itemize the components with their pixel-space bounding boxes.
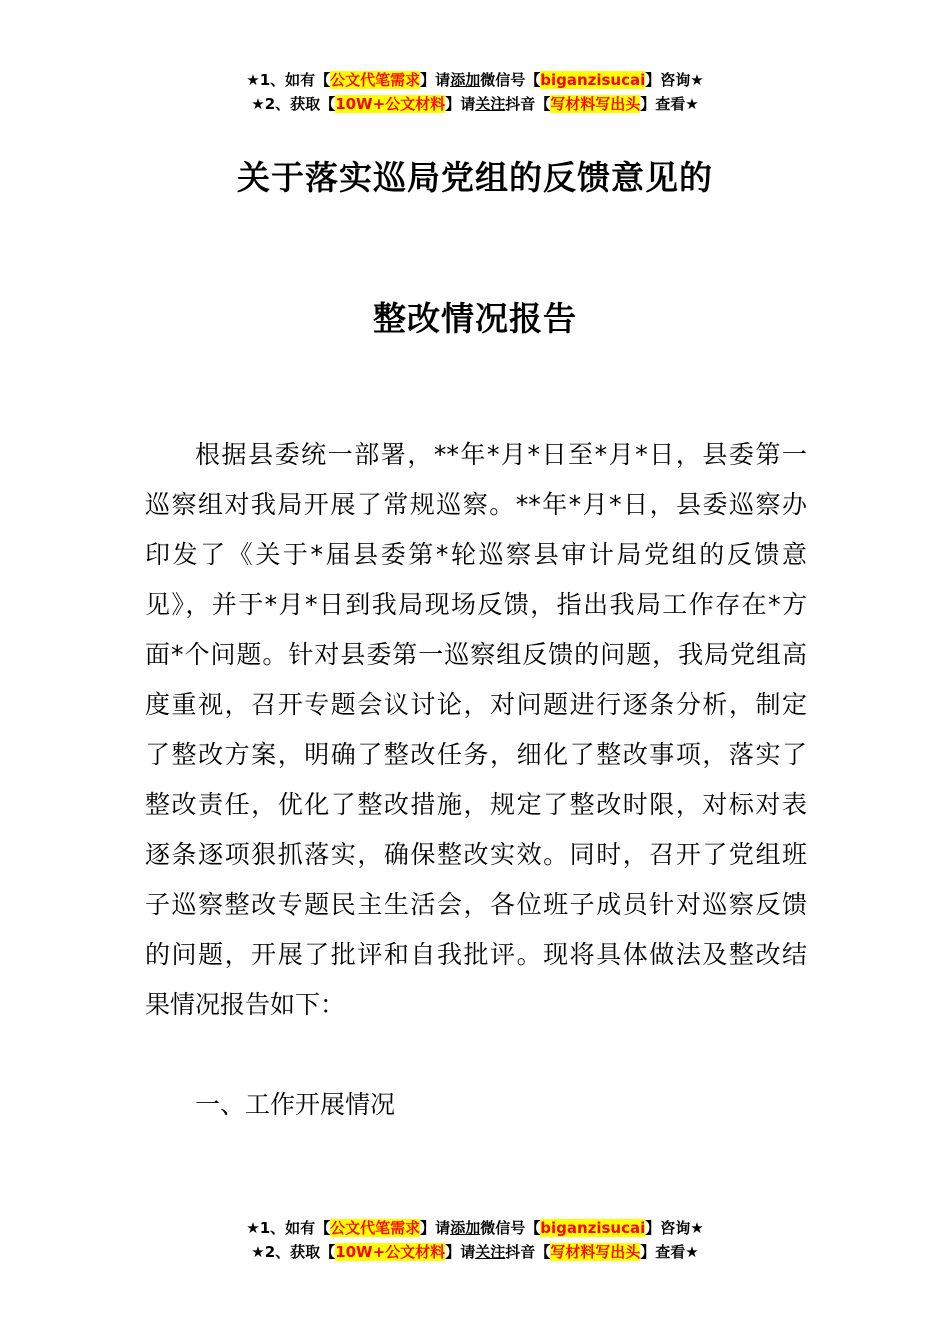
banner-line-1 — [0, 68, 950, 92]
paragraph-line: 整改责任，优化了整改措施，规定了整改时限，对标对表 — [145, 790, 807, 819]
banner-text: 抖音【 — [505, 95, 551, 113]
footer-banner — [0, 1216, 950, 1264]
banner-text: ★1、如有【 — [246, 1219, 331, 1237]
banner-highlight-douyin: 写材料写出头 — [550, 1243, 641, 1261]
paragraph-line: 印发了《关于*届县委第*轮巡察县审计局党组的反馈意 — [145, 540, 807, 569]
banner-line-2 — [0, 92, 950, 116]
banner-line-2 — [0, 1240, 950, 1264]
banner-underline: 添加 — [450, 71, 481, 89]
paragraph-line: 果情况报告如下： — [145, 990, 346, 1019]
banner-text: 】请 — [445, 95, 476, 113]
banner-highlight: 公文代笔需求 — [330, 71, 421, 89]
banner-text: ★2、获取【 — [251, 95, 336, 113]
banner-highlight: 公文代笔需求 — [330, 1219, 421, 1237]
banner-line-1 — [0, 1216, 950, 1240]
banner-text: ★1、如有【 — [246, 71, 331, 89]
banner-highlight: 10W+公文材料 — [335, 95, 446, 113]
banner-highlight: 10W+公文材料 — [335, 1243, 446, 1261]
body-paragraph — [145, 430, 807, 1030]
paragraph-line: 的问题，开展了批评和自我批评。现将具体做法及整改结 — [145, 940, 807, 969]
paragraph-line: 度重视，召开专题会议讨论，对问题进行逐条分析，制定 — [145, 690, 807, 719]
banner-underline: 关注 — [475, 1243, 506, 1261]
banner-text: 】查看★ — [640, 1243, 699, 1261]
header-banner — [0, 68, 950, 116]
banner-highlight-wechat: biganzisucai — [540, 71, 646, 89]
banner-underline: 添加 — [450, 1219, 481, 1237]
paragraph-line: 逐条逐项狠抓落实，确保整改实效。同时，召开了党组班 — [145, 840, 807, 869]
banner-underline: 关注 — [475, 95, 506, 113]
banner-text: 抖音【 — [505, 1243, 551, 1261]
banner-text: 】咨询★ — [645, 71, 704, 89]
paragraph-line: 见》，并于*月*日到我局现场反馈，指出我局工作存在*方 — [145, 590, 807, 619]
paragraph-line: 子巡察整改专题民主生活会，各位班子成员针对巡察反馈 — [145, 890, 807, 919]
paragraph-line: 面*个问题。针对县委第一巡察组反馈的问题，我局党组高 — [145, 640, 807, 669]
document-title-line-2: 整改情况报告 — [373, 299, 577, 338]
banner-highlight-douyin: 写材料写出头 — [550, 95, 641, 113]
paragraph-line: 巡察组对我局开展了常规巡察。**年*月*日，县委巡察办 — [145, 490, 807, 519]
banner-text: 】请 — [420, 1219, 451, 1237]
banner-text: 】请 — [445, 1243, 476, 1261]
banner-text: 】咨询★ — [645, 1219, 704, 1237]
banner-text: 】查看★ — [640, 95, 699, 113]
paragraph-line: 了整改方案，明确了整改任务，细化了整改事项，落实了 — [145, 740, 807, 769]
section-heading: 一、工作开展情况 — [195, 1090, 396, 1119]
banner-text: ★2、获取【 — [251, 1243, 336, 1261]
banner-text: 微信号【 — [480, 71, 541, 89]
banner-highlight-wechat: biganzisucai — [540, 1219, 646, 1237]
paragraph-line: 根据县委统一部署，**年*月*日至*月*日，县委第一 — [195, 440, 807, 469]
banner-text: 】请 — [420, 71, 451, 89]
document-title-line-1: 关于落实巡局党组的反馈意见的 — [237, 158, 713, 197]
banner-text: 微信号【 — [480, 1219, 541, 1237]
